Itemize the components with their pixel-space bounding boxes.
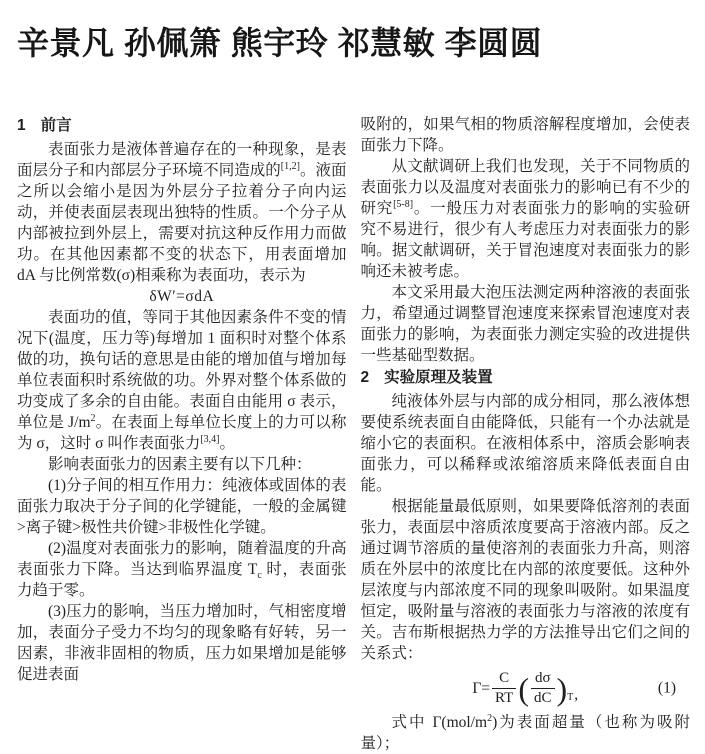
fraction-denominator: RT <box>495 690 514 706</box>
text-segment: 。一般压力对表面张力的影响的实验研究不易进行，很少有人考虑压力对表面张力的影响。据文献调研，关于冒泡速度对表面张力的影响还未被考虑。 <box>360 200 690 280</box>
paragraph-symbol-definition <box>361 712 691 754</box>
two-column-body <box>17 114 690 754</box>
text-segment: 从文献调研上我们也发现，关于不同物质的表面张力以及温度对表面张力的影响已有不少的研究 <box>360 158 690 217</box>
right-column <box>361 114 691 754</box>
paragraph-factor-2 <box>17 538 347 601</box>
superscript-exponent: 2 <box>90 412 96 424</box>
close-paren: ) <box>556 670 568 707</box>
equation-number: (1) <box>657 679 676 697</box>
paragraph-surface-work-value <box>17 307 347 454</box>
text-segment: 表面功的值，等同于其他因素条件不变的情况下(温度，压力等)每增加 1 面积时对整个体系做的功，换句话的意思是由能的增加值与增加每单位表面积时系统做的功。外界对整个体系做的功变成了多余的自由能。表面自由能用 σ 表示，单位是 J/m <box>17 309 347 431</box>
text-segment: 。 <box>219 435 236 452</box>
section-number: 1 <box>17 117 26 134</box>
formula-gibbs-adsorption <box>361 664 691 712</box>
paragraph-surface-tension-intro <box>17 139 347 286</box>
paragraph-literature-survey <box>361 156 691 282</box>
text-segment: 式中 Γ(mol/m <box>391 714 488 731</box>
text-segment: )为表面超量（也称为吸附量）； <box>360 714 690 752</box>
fraction-dsigma-dc <box>531 670 555 707</box>
citation-ref: [5-8] <box>393 198 414 210</box>
formula-surface-work: δW′=σdA <box>149 288 215 305</box>
subscript-temperature: T <box>567 692 574 703</box>
text-segment: 。液面之所以会缩小是因为外层分子拉着分子向内运动，并使表面层表现出独特的性质。一个分子从内部被拉到外层上，需要对抗这种反作用力而做功。在其他因素都不变的状态下，用表面增加 dA 与比例常数(σ)相乘称为表面功，表示为 <box>17 162 347 284</box>
authors-title: 辛景凡 孙佩箫 熊宇玲 祁慧敏 李圆圆 <box>17 25 543 61</box>
paragraph-factor-3: (3)压力的影响，当压力增加时，气相密度增加，表面分子受力不均匀的现象略有好转，另一因素，非液非固相的物质，压力如果增加是能够促进表面 <box>17 603 347 683</box>
text-segment: (2)温度对表面张力的影响，随着温度的升高表面张力下降。当达到临界温度 T <box>17 540 347 578</box>
fraction-numerator: dσ <box>531 670 555 689</box>
citation-ref: [3,4] <box>200 433 220 445</box>
text-segment: 时，表面张力趋于零。 <box>17 561 347 599</box>
left-column <box>17 114 347 754</box>
text-segment: 。在表面上每单位长度上的力可以称为 σ，这时 σ 叫作表面张力 <box>17 414 347 452</box>
paragraph-continuation: 吸附的，如果气相的物质溶解程度增加，会使表面张力下降。 <box>360 116 690 154</box>
paragraph-this-work: 本文采用最大泡压法测定两种溶液的表面张力，希望通过调整冒泡速度来探索冒泡速度对表面张力的影响，为表面张力测定实验的改进提供一些基础型数据。 <box>360 284 690 364</box>
paragraph-energy-minimum: 根据能量最低原则，如果要降低溶剂的表面张力，表面层中溶质浓度要高于溶液内部。反之通过调节溶质的量使溶剂的表面张力升高，则溶质在外层中的浓度比在内部的浓度要低。这种外层浓度与内部浓度不同的现象叫吸附。如果温度恒定，吸附量与溶液的表面张力与溶液的浓度有关。吉布斯根据热力学的方法推导出它们之间的关系式： <box>360 498 690 662</box>
fraction-denominator: dC <box>533 690 552 706</box>
citation-ref: [1,2] <box>280 160 300 172</box>
open-paren: ( <box>518 670 529 707</box>
formula-trailing-comma: , <box>574 686 579 703</box>
text-segment: 表面张力是液体普遍存在的一种现象，是表面层分子和内部层分子环境不同造成的 <box>17 141 347 179</box>
section-heading-introduction <box>17 115 347 136</box>
section-number: 2 <box>360 369 370 386</box>
paragraph-factor-1: (1)分子间的相互作用力：纯液体或固体的表面张力取决于分子间的化学键能，一般的金属键>离子键>极性共价键>非极性化学键。 <box>17 477 347 536</box>
paragraph-pure-liquid: 纯液体外层与内部的成分相同，那么液体想要使系统表面自由能降低，只能有一个办法就是缩小它的表面积。在液相体系中，溶质会影响表面张力，可以稀释或浓缩溶质来降低表面自由能。 <box>360 393 690 494</box>
fraction-numerator: C <box>492 670 516 689</box>
subscript-critical-temp: c <box>257 570 262 582</box>
section-title: 实验原理及装置 <box>384 369 493 386</box>
section-heading-experiment <box>361 367 691 388</box>
formula-lhs: Γ= <box>472 680 491 697</box>
section-title: 前言 <box>40 117 72 134</box>
superscript-exponent: 2 <box>487 712 493 724</box>
fraction-c-rt <box>492 670 516 707</box>
paragraph-factors-lead: 影响表面张力的因素主要有以下几种： <box>48 456 312 473</box>
